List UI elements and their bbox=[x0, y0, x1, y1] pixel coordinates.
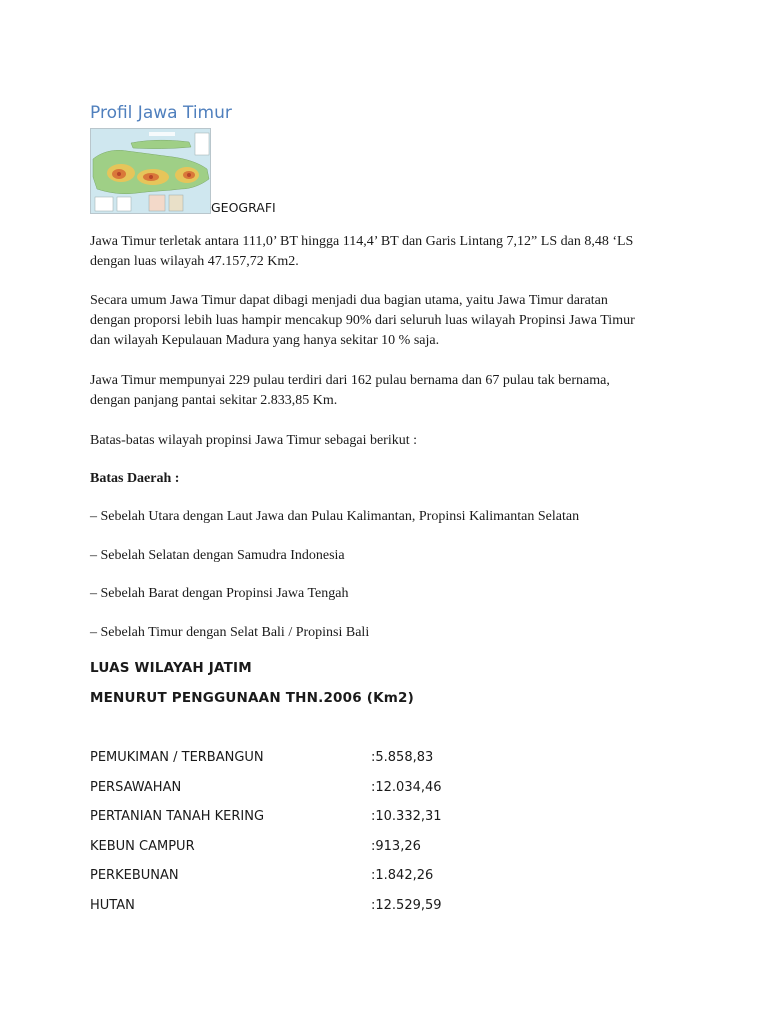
paragraph-islands bbox=[90, 371, 690, 411]
table-row-value: :5.858,83 bbox=[371, 750, 434, 765]
paragraph-line: Jawa Timur mempunyai 229 pulau terdiri dari 162 pulau bernama dan 67 pulau tak bernama, bbox=[90, 373, 610, 388]
luas-table bbox=[90, 747, 590, 925]
luas-heading-2: MENURUT PENGGUNAAN THN.2006 (Km2) bbox=[90, 690, 414, 706]
table-row-label: PEMUKIMAN / TERBANGUN bbox=[90, 750, 264, 765]
batas-item-text: – Sebelah Utara dengan Laut Jawa dan Pulau Kalimantan, Propinsi Kalimantan Selatan bbox=[90, 509, 580, 524]
paragraph-line: dengan proporsi lebih luas hampir mencakup 90% dari seluruh luas wilayah Propinsi Jawa Timur bbox=[90, 313, 635, 328]
map-row bbox=[90, 128, 490, 216]
table-row-value: :10.332,31 bbox=[371, 809, 442, 825]
paragraph-borders-intro bbox=[90, 431, 690, 451]
page-title: Profil Jawa Timur bbox=[90, 103, 232, 123]
map-icon bbox=[91, 129, 211, 214]
paragraph-line: dan wilayah Kepulauan Madura yang hanya sekitar 10 % saja. bbox=[90, 333, 440, 348]
table-row bbox=[90, 777, 590, 807]
table-row bbox=[90, 865, 590, 895]
table-row bbox=[90, 806, 590, 836]
table-row-label: PERTANIAN TANAH KERING bbox=[90, 809, 265, 825]
table-row-value: :913,26 bbox=[371, 838, 421, 854]
table-row-label: PERSAWAHAN bbox=[90, 779, 182, 795]
batas-item bbox=[90, 584, 690, 604]
table-row-label: KEBUN CAMPUR bbox=[90, 838, 195, 854]
paragraph-location bbox=[90, 232, 690, 272]
paragraph-line: Jawa Timur terletak antara 111,0’ BT hingga 114,4’ BT dan Garis Lintang 7,12” LS dan 8,48 ‘LS bbox=[90, 234, 634, 249]
batas-heading bbox=[90, 469, 690, 489]
paragraph-division bbox=[90, 291, 690, 351]
table-row bbox=[90, 747, 590, 777]
table-row bbox=[90, 836, 590, 866]
paragraph-line: Secara umum Jawa Timur dapat dibagi menjadi dua bagian utama, yaitu Jawa Timur daratan bbox=[90, 293, 608, 308]
paragraph-line: dengan panjang pantai sekitar 2.833,85 Km. bbox=[90, 393, 338, 408]
province-map-image bbox=[90, 128, 211, 214]
batas-item-text: – Sebelah Timur dengan Selat Bali / Propinsi Bali bbox=[90, 625, 370, 640]
luas-heading-1: LUAS WILAYAH JATIM bbox=[90, 660, 252, 676]
batas-item-text: – Sebelah Selatan dengan Samudra Indonesia bbox=[90, 548, 345, 563]
table-row bbox=[90, 895, 590, 925]
paragraph-line: Batas-batas wilayah propinsi Jawa Timur sebagai berikut : bbox=[90, 433, 417, 448]
paragraph-line: dengan luas wilayah 47.157,72 Km2. bbox=[90, 254, 299, 269]
batas-item bbox=[90, 546, 690, 566]
table-row-value: :12.034,46 bbox=[371, 779, 442, 795]
table-row-value: :1.842,26 bbox=[371, 868, 434, 884]
batas-item bbox=[90, 623, 690, 643]
table-row-label: PERKEBUNAN bbox=[90, 868, 179, 884]
section-label-geografi: GEOGRAFI bbox=[211, 200, 276, 215]
table-row-value: :12.529,59 bbox=[371, 897, 442, 913]
batas-heading-text: Batas Daerah : bbox=[90, 471, 180, 486]
batas-item bbox=[90, 507, 690, 527]
batas-item-text: – Sebelah Barat dengan Propinsi Jawa Tengah bbox=[90, 586, 349, 601]
table-row-label: HUTAN bbox=[90, 897, 135, 913]
